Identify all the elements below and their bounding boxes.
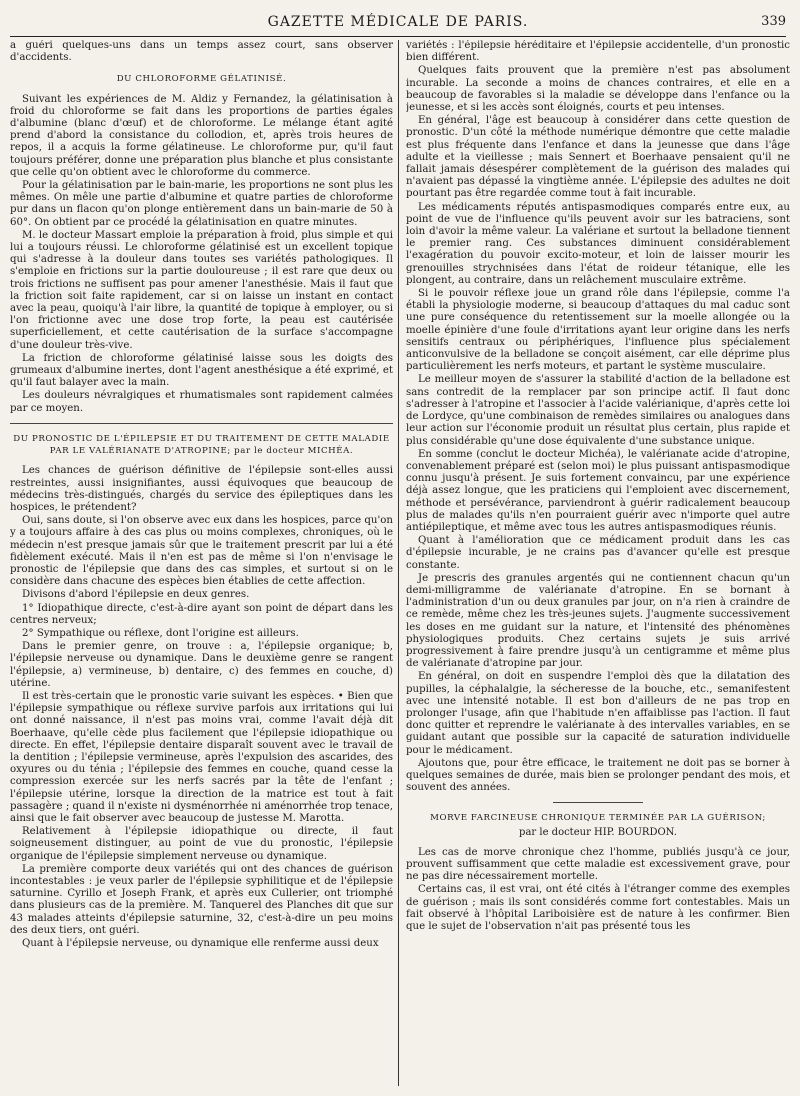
paragraph: Certains cas, il est vrai, ont été cités à l'étranger comme des exemples de guérison ; mais ils sont considérés comme fort contestables. Mais un fait observé à l'hôpital Lariboisière est de nature à les confirmer. Bien que le sujet de l'observation n'ait pas présenté tous les [406,884,790,933]
paragraph: La friction de chloroforme gélatinisé laisse sous les doigts des grumeaux d'albumine inertes, dont l'agent anesthésique a été exprimé, et qu'il faut balayer avec la main. [10,352,393,389]
section-heading: DU CHLOROFORME GÉLATINISÉ. [116,74,287,85]
paragraph: La première comporte deux variétés qui ont des chances de guérison incontestables : je veux parler de l'épilepsie syphilitique et de l'épilepsie saturnine. Cyrillo et Joseph Frank, et après eux Cullerier, ont triomphé dans plusieurs cas de la première. M. Tanquerel des Planches dit que sur 43 malades atteints d'épilepsie saturnine, 32, c'est-à-dire un peu moins des deux tiers, ont guéri. [10,863,393,936]
paragraph: 1° Idiopathique directe, c'est-à-dire ayant son point de départ dans les centres nerveux; [10,602,393,626]
paragraph: En somme (conclut le docteur Michéa), le valérianate acide d'atropine, convenablement préparé est (selon moi) le plus puissant antispasmodique connu jusqu'à présent. Je suis fortement convaincu, par une expérience déjà assez longue, que les praticiens qui l'emploient avec discernement, méthode et persévérance, parviendront à guérir radicalement beaucoup plus de malades qu'ils n'en pourraient guérir avec n'importe quel autre antiépileptique, et même avec tous les autres antispasmodiques réunis. [406,448,790,533]
journal-title: GAZETTE MÉDICALE DE PARIS. [267,14,529,30]
paragraph: Divisons d'abord l'épilepsie en deux genres. [22,589,250,601]
section-heading: DU PRONOSTIC DE L'ÉPILEPSIE ET DU TRAITEMENT DE CETTE MALADIE PAR LE VALÉRIANATE D'ATROPINE; par le docteur MICHÉA. [13,433,390,457]
section-divider [553,802,643,803]
paragraph: Relativement à l'épilepsie idiopathique ou directe, il faut soigneusement distinguer, au point de vue du pronostic, l'épilepsie organique de l'épilepsie simplement nerveuse ou dynamique. [10,826,393,862]
page-number: 339 [761,14,786,29]
paragraph: En général, on doit en suspendre l'emploi dès que la dilatation des pupilles, la céphalalgie, la sécheresse de la bouche, etc., semanifestent avec une intensité notable. Il est bon d'ailleurs de ne pas trop en prolonger l'usage, afin que l'habitude n'en affaiblisse pas l'action. Il faut donc quitter et reprendre le valérianate à des intervalles variables, en se guidant autant que possible sur la capacité de saturation individuelle pour le médicament. [406,671,790,756]
paragraph: Le meilleur moyen de s'assurer la stabilité d'action de la belladone est sans contredit de la remplacer par son principe actif. Il faut donc s'adresser à l'atropine et l'associer à l'acide valérianique, d'après cette loi de Lordyce, qu'une combinaison de remèdes similaires ou analogues dans leur action sur l'économie produit un résultat plus certain, plus rapide et plus considérable qu'une dose équivalente d'une substance unique. [406,374,790,447]
paragraph: a guéri quelques-uns dans un temps assez court, sans observer d'accidents. [10,40,393,64]
section-heading: MORVE FARCINEUSE CHRONIQUE TERMINÉE PAR LA GUÉRISON; [430,813,766,824]
paragraph: Les chances de guérison définitive de l'épilepsie sont-elles aussi restreintes, aussi insignifiantes, aussi équivoques que beaucoup de médecins très-distingués, chargés du service des épileptiques dans les hospices, le prétendent? [10,465,393,513]
paragraph: Pour la gélatinisation par le bain-marie, les proportions ne sont plus les mêmes. On mêle une partie d'albumine et quatre parties de chloroforme pur dans un flacon qu'on plonge entièrement dans un bain-marie de 50 à 60°. On obtient par ce procédé la gélatinisation en quatre minutes. [10,180,393,228]
paragraph: Je prescris des granules argentés qui ne contiennent chacun qu'un demi-milligramme de valérianate d'atropine. En se bornant à l'administration d'un ou deux granules par jour, on n'a rien à craindre de ce remède, même chez les très-jeunes sujets. J'augmente successivement les doses en me guidant sur la nature, et l'intensité des phénomènes physiologiques produits. Chez certains sujets je suis arrivé progressivement à faire prendre jusqu'à un centigramme et même plus de valérianate d'atropine par jour. [406,572,790,670]
paragraph: Les médicaments réputés antispasmodiques comparés entre eux, au point de vue de l'influence qu'ils peuvent avoir sur les batraciens, sont loin d'avoir la même valeur. La valériane et surtout la belladone tiennent le premier rang. Ces substances diminuent considérablement l'exagération du pouvoir excito-moteur, et loin de laisser mourir les grenouilles strychnisées dans l'état de roideur tétanique, elle les plongent, au contraire, dans un relâchement musculaire extrême. [406,201,790,286]
right-column [406,40,790,1088]
section-byline: par le docteur HIP. BOURDON. [519,826,677,838]
paragraph: Quant à l'épilepsie nerveuse, ou dynamique elle renferme aussi deux [22,938,379,950]
section-divider [10,423,393,424]
paragraph: Ajoutons que, pour être efficace, le traitement ne doit pas se borner à quelques semaines de durée, mais bien se prolonger pendant des mois, et souvent des années. [406,757,790,794]
paragraph: 2° Sympathique ou réflexe, dont l'origine est ailleurs. [22,627,299,639]
paragraph: Si le pouvoir réflexe joue un grand rôle dans l'épilepsie, comme l'a établi la physiologie moderne, si beaucoup d'attaques du mal caduc sont une pure conséquence du retentissement sur la moelle allongée ou la moelle épinière d'une foule d'irritations ayant leur origine dans les nerfs sensitifs centraux ou périphériques, l'influence plus spécialement anticonvulsive de la belladone se conçoit aisément, car elle déprime plus particulièrement les nerfs moteurs, et partant le système musculaire. [406,288,790,373]
paragraph: Dans le premier genre, on trouve : a, l'épilepsie organique; b, l'épilepsie nerveuse ou dynamique. Dans le deuxième genre se rangent l'épilepsie, a) vermineuse, b) dentaire, c) des femmes en couche, d) utérine. [10,641,393,689]
left-column [10,40,393,1088]
paragraph: Les cas de morve chronique chez l'homme, publiés jusqu'à ce jour, prouvent suffisamment que cette maladie est excessivement grave, pour ne pas dire nécessairement mortelle. [406,846,790,883]
paragraph: Il est très-certain que le pronostic varie suivant les espèces. • Bien que l'épilepsie sympathique ou réflexe survive parfois aux irritations qui lui ont donné naissance, il n'est pas moins vrai, comme l'avait déjà dit Boerhaave, qu'elle cède plus facilement que l'épilepsie idiopathique ou directe. En effet, l'épilepsie dentaire disparaît souvent avec le travail de la dentition ; l'épilepsie vermineuse, après l'expulsion des ascarides, des oxyures ou du ténia ; l'épilepsie des femmes en couche, quand cesse la compression exercée sur les nerfs sacrés par la tête de l'enfant ; l'épilepsie utérine, lorsque la direction de la matrice est tout à fait passagère ; quand il n'existe ni dysménorrhée ni aménorrhée trop tenace, ainsi que le fait observer avec beaucoup de justesse M. Marotta. [10,690,393,824]
paragraph: Suivant les expériences de M. Aldiz y Fernandez, la gélatinisation à froid du chloroforme se fait dans les proportions de parties égales d'albumine (blanc d'œuf) et de chloroforme. Le mélange étant agité prend d'abord la consistance du collodion, et, après trois heures de repos, il a acquis la forme gélatineuse. Le chloroforme pur, qu'il faut toujours préférer, donne une préparation plus blanche et plus consistante que celle qu'on obtient avec le chloroforme du commerce. [10,93,393,178]
paragraph: variétés : l'épilepsie héréditaire et l'épilepsie accidentelle, d'un pronostic bien différent. [406,40,790,64]
paragraph: Quant à l'amélioration que ce médicament produit dans les cas d'épilepsie incurable, je ne crains pas d'avancer qu'elle est presque constante. [406,535,790,571]
page-header [10,10,786,37]
paragraph: Quelques faits prouvent que la première n'est pas absolument incurable. La seconde a moins de chances contraires, et elle en a beaucoup de favorables si la maladie se développe dans l'enfance ou la jeunesse, et si les accès sont éloignés, courts et peu intenses. [406,65,790,114]
paragraph: Oui, sans doute, si l'on observe avec eux dans les hospices, parce qu'on y a toujours affaire à des cas plus ou moins complexes, chroniques, où le médecin n'est presque jamais sûr que le traitement prescrit par lui a été fidèlement exécuté. Mais il n'en est pas de même si l'on n'envisage le pronostic de l'épilepsie que dans des cas simples, et surtout si on le considère dans chacune des espèces bien établies de cette affection. [10,515,393,588]
paragraph: Les douleurs névralgiques et rhumatismales sont rapidement calmées par ce moyen. [10,390,393,414]
paragraph: M. le docteur Massart emploie la préparation à froid, plus simple et qui lui a toujours réussi. Le chloroforme gélatinisé est un excellent topique qui s'adresse à la douleur dans toutes ses variétés pathologiques. Il s'emploie en frictions sur la partie douloureuse ; il est rare que deux ou trois frictions ne suffisent pas pour amener l'anesthésie. Mais il faut que la friction soit faite rapidement, car si on laisse un instant en contact avec la peau, quoiqu'à l'air libre, la quantité de topique à employer, ou si l'on frictionne avec une dose trop forte, la peau est cautérisée superficiellement, et cette cautérisation de la surface s'accompagne d'une douleur très-vive. [10,229,393,351]
column-divider [398,40,399,1086]
paragraph: En général, l'âge est beaucoup à considérer dans cette question de pronostic. D'un côté la méthode numérique démontre que cette maladie est plus fréquente dans l'enfance et dans la jeunesse que dans l'âge adulte et la vieillesse ; mais Sennert et Boerhaave pensaient qu'il ne fallait jamais désespérer complètement de la guérison des malades qui n'avaient pas dépassé la vingtième année. L'épilepsie des adultes ne doit pourtant pas être regardée comme tout à fait incurable. [406,115,790,200]
